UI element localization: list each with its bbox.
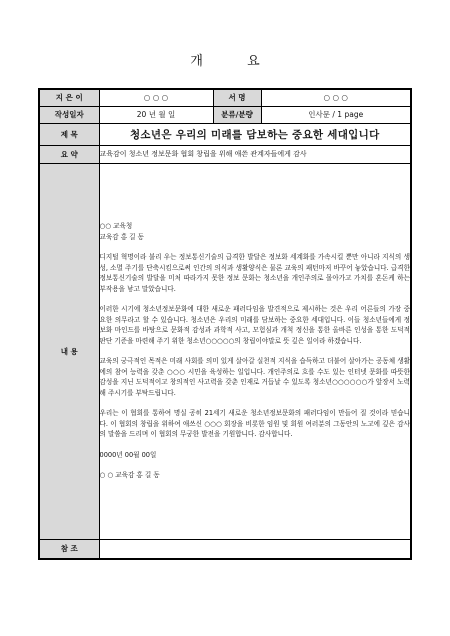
summary-value: 교육감이 청소년 정보문화 협회 창립을 위해 애쓴 관계자들에게 감사 [99, 145, 411, 163]
summary-label: 요 약 [39, 145, 99, 163]
recipient-name: 교육감 홍 길 동 [99, 232, 145, 241]
paragraph-1: 디지털 혁명이라 불리 우는 정보통신기술의 급격한 발달은 정보화 세계화를 가속시킬 뿐만 아니라 지식의 생성, 소멸 주기를 단축시킴으로써 인간의 의식과 생활양식은 물론 교육의 패턴마저 바꾸어 놓았습니다. 급격한 정보통신기술의 발달을 미처 따라가지 못한 정보 문화는 청소년을 개인주의로 몰아가고 가치를 혼돈케 하는 부작용을 낳고 말았습니다. [99, 253, 410, 293]
paragraph-3: 교육의 궁극적인 목적은 미래 사회를 의미 있게 살아갈 실천적 지식을 습득하고 더불어 살아가는 공동체 생활에의 참여 능력을 갖춘 ○○○ 시민을 육성하는 일입니다. 개인주의로 흐를 수도 있는 인터넷 문화를 따뜻한 감성을 지닌 도덕적이고 창의적인 사고력을 갖춘 인재로 거듭날 수 있도록 청소년○○○○○○가 앞장서 노력해 주시기를 부탁드립니다. [99, 357, 410, 397]
recipient-org: ○○ 교육청 [99, 222, 133, 231]
date-label: 작성일자 [39, 106, 99, 123]
document-title: 청소년은 우리의 미래를 담보하는 중요한 세대입니다 [99, 123, 411, 145]
content-label: 내 용 [39, 163, 99, 539]
content-body [99, 163, 411, 539]
date-row [39, 106, 411, 123]
sign-label: 서 명 [213, 89, 261, 106]
sign-value: ○ ○ ○ [261, 89, 411, 106]
letter-date: 0000년 00월 00일 [99, 450, 157, 459]
author-value: ○ ○ ○ [99, 89, 213, 106]
paragraph-2: 이러한 시기에 청소년정보문화에 대한 새로운 패러다임을 발견적으로 제시하는 것은 우리 어른들의 가장 중요한 의무라고 할 수 있습니다. 청소년은 우리의 미래를 담보하는 중요한 세대입니다. 이들 청소년들에게 정보화 마인드를 바탕으로 문화적 감성과 과학적 사고, 모험심과 개척 정신을 통한 올바른 인성을 통한 도덕적 판단 기준을 마련해 주기 위한 청소년○○○○○의 창립이야말로 뜻 깊은 일이라 하겠습니다. [99, 305, 410, 345]
reference-value [99, 539, 411, 559]
reference-label: 참 조 [39, 539, 99, 559]
content-row [39, 163, 411, 539]
page-title: 개 요 [190, 54, 280, 69]
date-value: 20 년 월 일 [99, 106, 213, 123]
author-row [39, 89, 411, 106]
reference-row [39, 539, 411, 559]
author-label: 지 은 이 [39, 89, 99, 106]
class-label: 분류/분량 [213, 106, 261, 123]
paragraph-4: 우리는 이 협회를 통하여 명실 공히 21세기 새로운 청소년정보문화의 패러다임이 만들어 질 것이라 믿습니다. 이 협회의 창립을 위하여 애쓰신 ○○○ 회장을 비롯한 임원 및 회원 여러분의 그동안의 노고에 깊은 감사의 말씀을 드리며 이 협회의 무궁한 발전을 기원합니다. 감사합니다. [99, 409, 410, 439]
letter-signature: ○ ○ 교육감 홍 길 동 [99, 471, 160, 480]
summary-form-table [38, 88, 412, 560]
title-row [39, 123, 411, 145]
class-value: 인사문 / 1 page [261, 106, 411, 123]
summary-row [39, 145, 411, 163]
title-label: 제 목 [39, 123, 99, 145]
